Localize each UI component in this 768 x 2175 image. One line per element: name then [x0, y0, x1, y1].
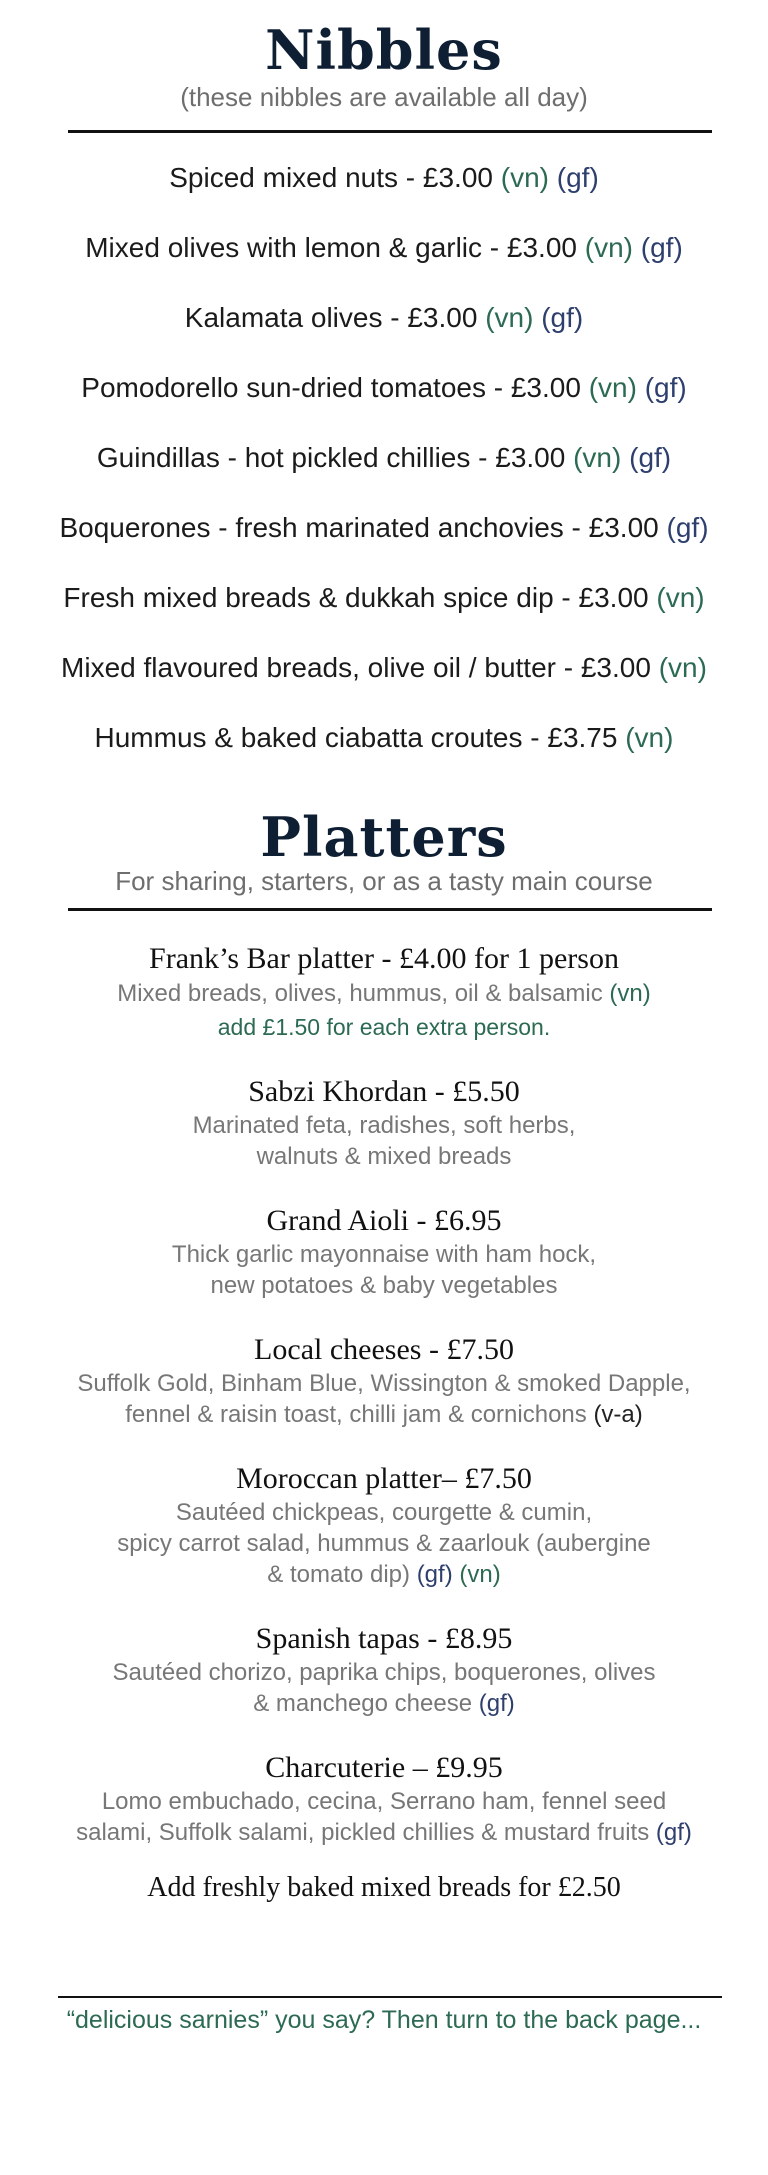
nibble-text: Spiced mixed nuts - £3.00: [169, 162, 501, 193]
spanish-tapas-description-line1: Sautéed chorizo, paprika chips, boquerones, olives: [112, 1659, 656, 1686]
spanish-tapas-title: Spanish tapas - £8.95: [255, 1622, 513, 1655]
moroccan-description-line2: spicy carrot salad, hummus & zaarlouk (aubergine: [117, 1530, 651, 1557]
nibble-text: Hummus & baked ciabatta croutes - £3.75: [94, 722, 626, 753]
grand-aioli-title: Grand Aioli - £6.95: [266, 1204, 502, 1237]
spanish-tapas-description-line2: [0, 1688, 768, 1719]
nibbles-divider: [68, 130, 712, 133]
vegetarian-available-tag: (v-a): [593, 1401, 643, 1428]
charcuterie-description-line1: Lomo embuchado, cecina, Serrano ham, fennel seed: [101, 1788, 667, 1815]
nibble-text: Boquerones - fresh marinated anchovies - £3.00: [59, 512, 667, 543]
nibble-item: [0, 442, 768, 474]
local-cheeses-description-line1: Suffolk Gold, Binham Blue, Wissington & smoked Dapple,: [77, 1370, 691, 1397]
gluten-free-tag: (gf): [478, 1690, 515, 1717]
nibbles-subtitle: (these nibbles are available all day): [180, 82, 588, 112]
franks-platter-description: [0, 978, 768, 1009]
moroccan-platter-title: Moroccan platter– £7.50: [236, 1462, 532, 1495]
description-text: Mixed breads, olives, hummus, oil & balsamic: [117, 980, 610, 1007]
gluten-free-tag: (gf): [629, 442, 672, 473]
platters-subtitle: For sharing, starters, or as a tasty main course: [115, 866, 653, 896]
nibble-item: [0, 582, 768, 614]
sabzi-khordan-title: Sabzi Khordan - £5.50: [248, 1075, 520, 1108]
gluten-free-tag: (gf): [640, 232, 683, 263]
gluten-free-tag: (gf): [541, 302, 584, 333]
charcuterie-description-line2: [0, 1817, 768, 1848]
footer-divider: [58, 1996, 722, 1998]
description-text: & manchego cheese: [253, 1690, 479, 1717]
nibble-item: [0, 302, 768, 334]
description-text: salami, Suffolk salami, pickled chillies & mustard fruits: [76, 1819, 656, 1846]
franks-extra-person-note: add £1.50 for each extra person.: [217, 1014, 551, 1040]
local-cheeses-title: Local cheeses - £7.50: [254, 1333, 514, 1366]
footer-back-page-note: “delicious sarnies” you say? Then turn to the back page...: [66, 2006, 702, 2034]
nibble-item: [0, 162, 768, 194]
gluten-free-tag: (gf): [666, 512, 709, 543]
sabzi-khordan-description-line2: walnuts & mixed breads: [256, 1143, 512, 1170]
vegan-tag: (vn): [658, 652, 707, 683]
nibble-item: [0, 722, 768, 754]
sabzi-khordan-description-line1: Marinated feta, radishes, soft herbs,: [192, 1112, 576, 1139]
vegan-tag: (vn): [588, 372, 637, 403]
nibble-text: Fresh mixed breads & dukkah spice dip - £3.00: [63, 582, 657, 613]
gluten-free-tag: (gf): [416, 1561, 453, 1588]
local-cheeses-description-line2: [0, 1399, 768, 1430]
description-text: fennel & raisin toast, chilli jam & cornichons: [125, 1401, 594, 1428]
vegan-tag: (vn): [609, 980, 651, 1007]
nibble-text: Pomodorello sun-dried tomatoes - £3.00: [81, 372, 589, 403]
nibble-item: [0, 652, 768, 684]
moroccan-description-line3: [0, 1559, 768, 1590]
vegan-tag: (vn): [625, 722, 674, 753]
vegan-tag: (vn): [500, 162, 549, 193]
nibble-text: Mixed flavoured breads, olive oil / butter - £3.00: [61, 652, 659, 683]
nibble-item: [0, 232, 768, 264]
platters-divider: [68, 908, 712, 911]
vegan-tag: (vn): [584, 232, 633, 263]
gluten-free-tag: (gf): [556, 162, 599, 193]
vegan-tag: (vn): [656, 582, 705, 613]
charcuterie-title: Charcuterie – £9.95: [265, 1751, 503, 1784]
description-text: & tomato dip): [267, 1561, 417, 1588]
nibble-item: [0, 512, 768, 544]
vegan-tag: (vn): [573, 442, 622, 473]
nibble-text: Guindillas - hot pickled chillies - £3.00: [96, 442, 574, 473]
grand-aioli-description-line2: new potatoes & baby vegetables: [210, 1272, 558, 1299]
vegan-tag: (vn): [459, 1561, 501, 1588]
gluten-free-tag: (gf): [644, 372, 687, 403]
nibbles-heading: Nibbles: [265, 18, 503, 82]
franks-platter-title: Frank’s Bar platter - £4.00 for 1 person: [149, 942, 619, 975]
moroccan-description-line1: Sautéed chickpeas, courgette & cumin,: [175, 1499, 593, 1526]
gluten-free-tag: (gf): [655, 1819, 692, 1846]
vegan-tag: (vn): [485, 302, 534, 333]
nibble-text: Mixed olives with lemon & garlic - £3.00: [85, 232, 585, 263]
nibble-text: Kalamata olives - £3.00: [184, 302, 486, 333]
platters-heading: Platters: [260, 805, 508, 869]
nibble-item: [0, 372, 768, 404]
grand-aioli-description-line1: Thick garlic mayonnaise with ham hock,: [171, 1241, 597, 1268]
add-breads-note: Add freshly baked mixed breads for £2.50: [147, 1872, 621, 1903]
